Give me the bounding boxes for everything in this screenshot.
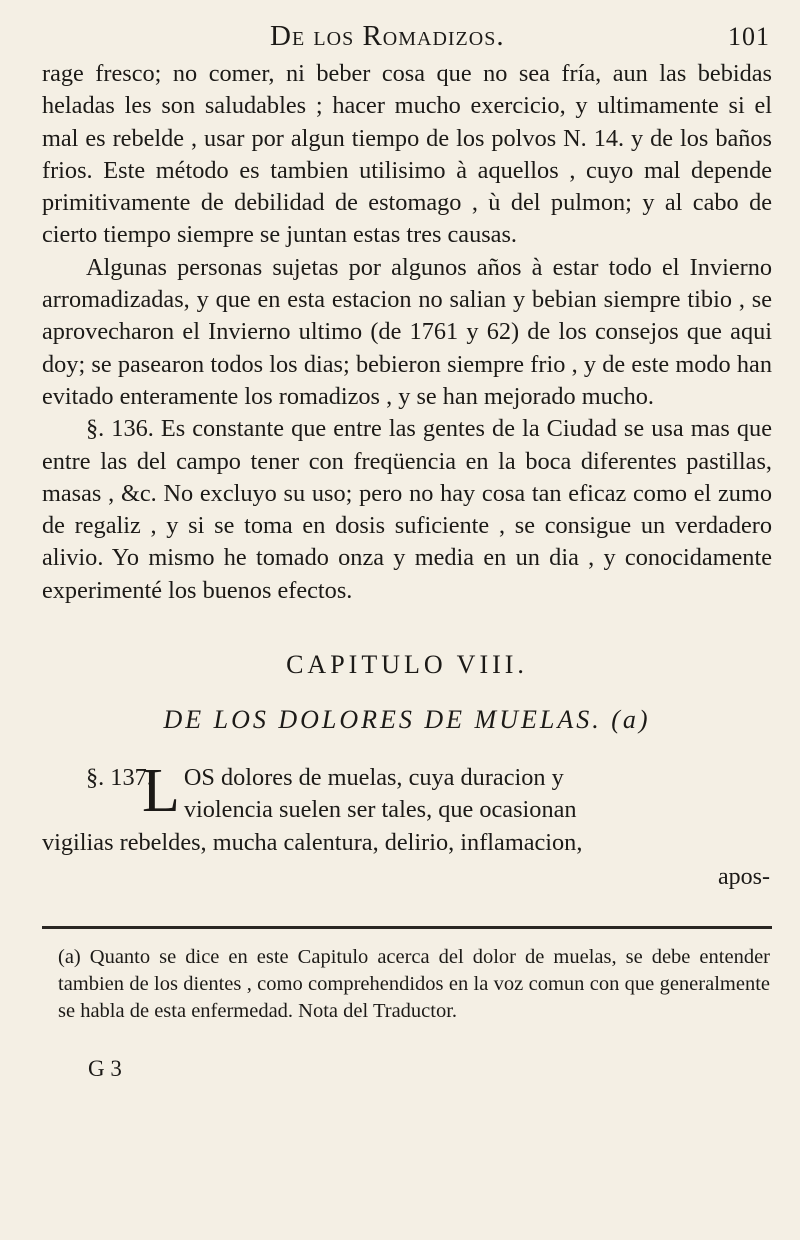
section-number: §. 137. bbox=[86, 764, 153, 791]
section-137-line-1: OS dolores de muelas, cuya duracion y bbox=[183, 764, 564, 791]
section-137-line-2: violencia suelen ser tales, que ocasionan bbox=[183, 796, 577, 824]
drop-cap: L bbox=[142, 757, 180, 825]
footnote: (a) Quanto se dice en este Capitulo acerca del dolor de muelas, se debe entender tambien de los dientes , como comprehendidos en la voz comun con que generalmente se habla de esta enfermedad. Nota del Traductor. bbox=[58, 946, 770, 1022]
signature-mark: G 3 bbox=[88, 1056, 122, 1081]
chapter-heading: CAPITULO VIII. bbox=[286, 650, 528, 679]
page-header bbox=[270, 20, 770, 60]
running-title: De los Romadizos. bbox=[270, 20, 505, 52]
section-137 bbox=[42, 757, 772, 859]
body-text bbox=[42, 58, 772, 607]
catchword: apos- bbox=[718, 864, 770, 890]
chapter-title: DE LOS DOLORES DE MUELAS. (a) bbox=[163, 705, 651, 734]
paragraph-continuation: rage fresco; no comer, ni beber cosa que no sea fría, aun las bebidas heladas les son saludables ; hacer mucho exercicio, y ultimamente si el mal es rebelde , usar por algun tiempo de los polvos N. 14. y de los baños frios. Este método es tambien utilisimo à aquellos , cuyo mal depende primitivamente de debilidad de estomago , ù del pulmon; y al cabo de cierto tiempo siempre se juntan estas tres causas. bbox=[42, 60, 772, 249]
paragraph-algunas-personas: Algunas personas sujetas por algunos años à estar todo el Invierno arromadizadas, y que en esta estacion no salian y bebian siempre tibio , se aprovecharon el Invierno ultimo (de 1761 y 62) de los consejos que aqui doy; se pasearon todos los dias; bebieron siempre frio , y de este modo han evitado enteramente los romadizos , y se han mejorado mucho. bbox=[42, 253, 772, 410]
section-137-line-3: vigilias rebeldes, mucha calentura, delirio, inflamacion, bbox=[42, 828, 583, 856]
footnote-rule bbox=[42, 926, 772, 929]
paragraph-section-136: §. 136. Es constante que entre las gentes de la Ciudad se usa mas que entre las del campo tener con freqüencia en la boca diferentes pastillas, masas , &c. No excluyo su uso; pero no hay cosa tan eficaz como el zumo de regaliz , y si se toma en dosis suficiente , se consigue un verdadero alivio. Yo mismo he tomado onza y media en un dia , y conocidamente experimenté los buenos efectos. bbox=[42, 415, 772, 604]
page-number: 101 bbox=[728, 22, 770, 51]
